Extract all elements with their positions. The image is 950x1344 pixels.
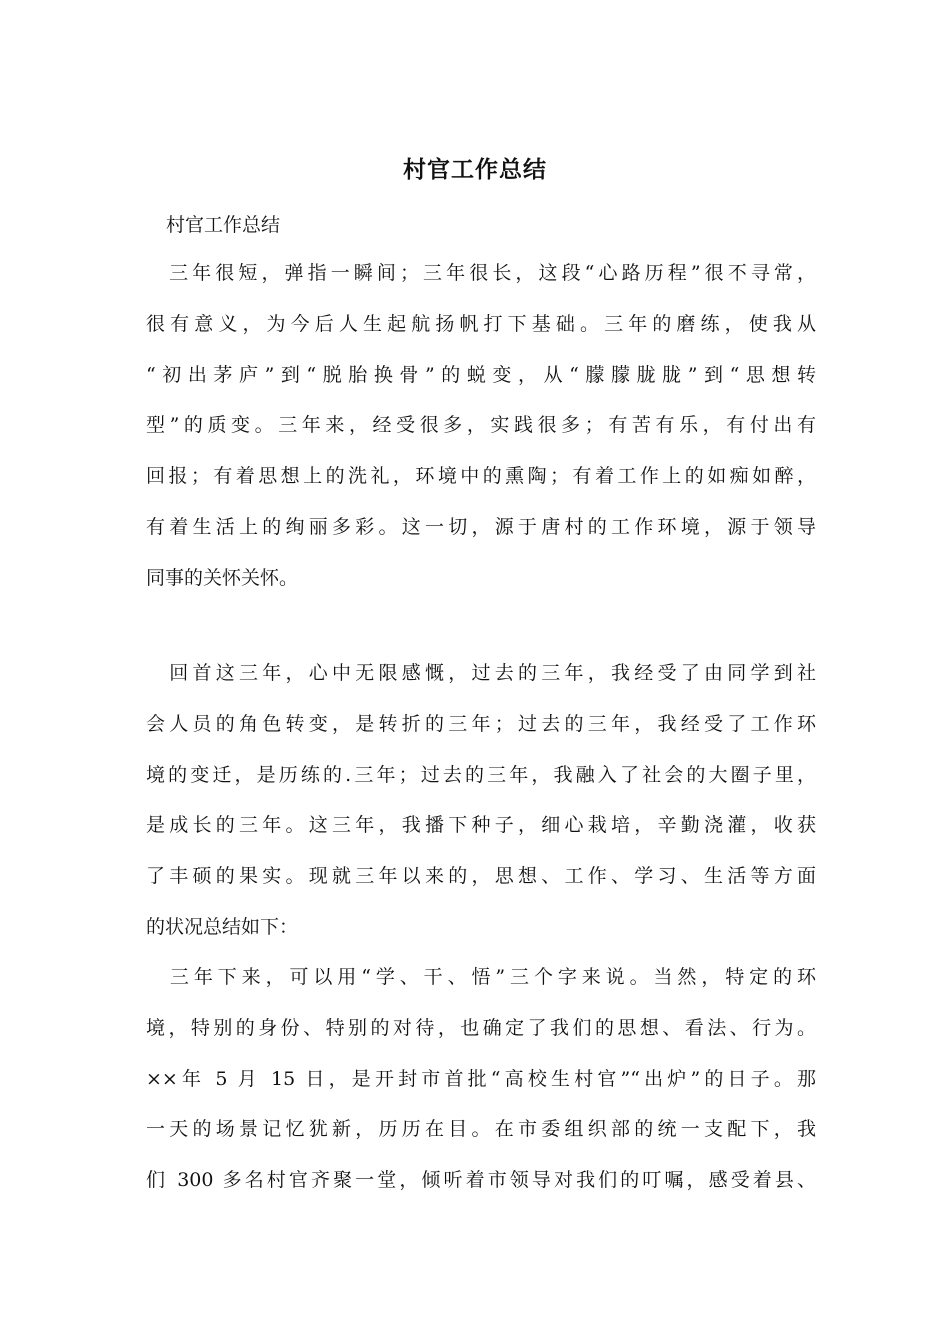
paragraph-line: 境，特别的身份、特别的对待，也确定了我们的思想、看法、行为。 (146, 1016, 816, 1039)
paragraph-line: 是成长的三年。这三年，我播下种子，细心栽培，辛勤浇灌，收获 (146, 814, 816, 837)
paragraph-line: 回首这三年，心中无限感慨，过去的三年，我经受了由同学到社 (146, 662, 816, 684)
document-subtitle: 村官工作总结 (166, 214, 281, 236)
paragraph-line: ××年 5 月 15 日，是开封市首批“高校生村官”“出炉”的日子。那 (146, 1067, 816, 1090)
paragraph-line: 们 300 多名村官齐聚一堂，倾听着市领导对我们的叮嘱，感受着县、 (146, 1169, 816, 1192)
paragraph-line: 了丰硕的果实。现就三年以来的，思想、工作、学习、生活等方面 (146, 865, 816, 888)
paragraph-line: 很有意义，为今后人生起航扬帆打下基础。三年的磨练，使我从 (146, 312, 816, 335)
paragraph-line: 一天的场景记忆犹新，历历在目。在市委组织部的统一支配下，我 (146, 1118, 816, 1141)
paragraph-line: 境的变迁，是历练的.三年；过去的三年，我融入了社会的大圈子里， (146, 763, 816, 786)
paragraph-line: 三年下来，可以用“学、干、悟”三个字来说。当然，特定的环 (146, 966, 816, 988)
paragraph-1 (146, 248, 816, 604)
paragraph-line: 三年很短，弹指一瞬间；三年很长，这段“心路历程”很不寻常， (146, 262, 816, 284)
document-title: 村官工作总结 (403, 156, 547, 183)
paragraph-line: 回报；有着思想上的洗礼，环境中的熏陶；有着工作上的如痴如醉， (146, 465, 816, 488)
paragraph-line: 同事的关怀关怀。 (146, 566, 299, 589)
paragraph-line: “初出茅庐”到“脱胎换骨”的蜕变，从“朦朦胧胧”到“思想转 (146, 363, 816, 386)
paragraph-line: 有着生活上的绚丽多彩。这一切，源于唐村的工作环境，源于领导 (146, 515, 816, 538)
paragraph-line: 型”的质变。三年来，经受很多，实践很多；有苦有乐，有付出有 (146, 414, 816, 437)
paragraph-2 (146, 648, 816, 953)
paragraph-line: 的状况总结如下： (146, 915, 299, 938)
paragraph-3 (146, 952, 816, 1206)
paragraph-line: 会人员的角色转变，是转折的三年；过去的三年，我经受了工作环 (146, 712, 816, 735)
